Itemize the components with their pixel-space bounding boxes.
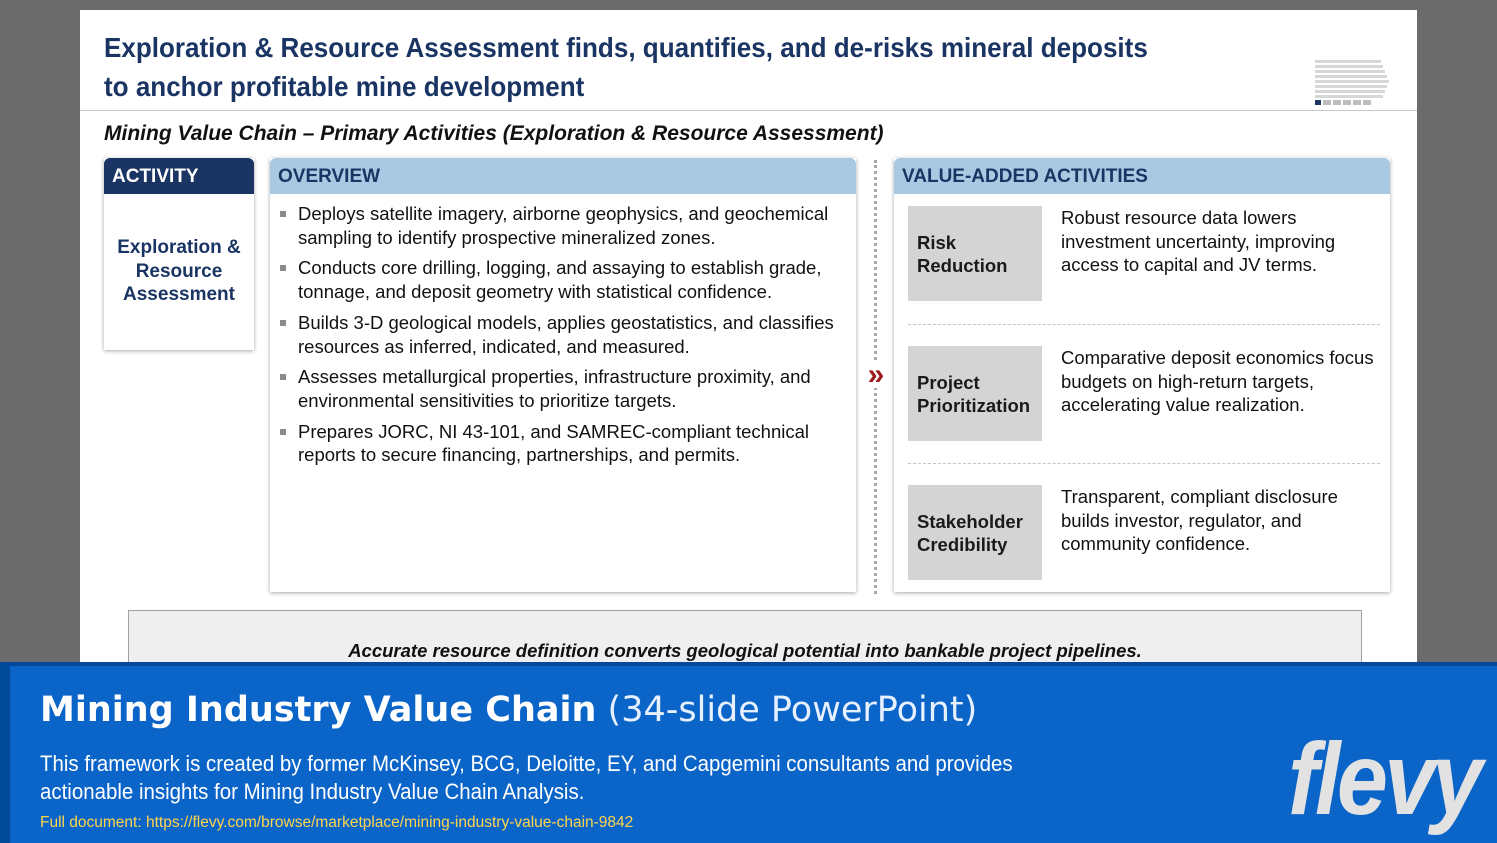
slide-title (104, 28, 1183, 106)
title-divider (80, 110, 1417, 111)
footer-document-link[interactable]: Full document: https://flevy.com/browse/marketplace/mining-industry-value-chain-9842 (40, 814, 634, 831)
footer-banner (0, 662, 1497, 843)
square-bullet-icon (280, 265, 286, 271)
value-item-label (908, 206, 1042, 301)
section-subtitle: Mining Value Chain – Primary Activities (Exploration & Resource Assessment) (104, 122, 884, 145)
value-item-label (908, 485, 1042, 580)
overview-header: OVERVIEW (270, 158, 856, 194)
deck-thumbnail-icon (1313, 58, 1393, 106)
value-item-separator (908, 324, 1380, 325)
value-item-project-prioritization (908, 346, 1380, 441)
value-item-label-line-1: Risk (917, 231, 957, 253)
overview-bullet-text: Conducts core drilling, logging, and assaying to establish grade, tonnage, and deposit geometry with statistical confidence. (298, 257, 822, 303)
overview-bullet (280, 365, 848, 412)
value-added-card (894, 158, 1390, 592)
value-item-risk-reduction (908, 206, 1380, 301)
square-bullet-icon (280, 374, 286, 380)
overview-bullet-text: Prepares JORC, NI 43-101, and SAMREC-compliant technical reports to secure financing, partnerships, and permits. (298, 420, 810, 466)
activity-name-line-1: Exploration & (117, 237, 241, 258)
double-chevron-right-icon: » (863, 362, 889, 388)
value-item-label-line-2: Prioritization (917, 394, 1031, 416)
value-item-description: Comparative deposit economics focus budgets on high-return targets, accelerating value realization. (1061, 347, 1374, 415)
overview-bullet-text: Deploys satellite imagery, airborne geophysics, and geochemical sampling to identify prospective mineralized zones. (298, 203, 829, 248)
value-item-stakeholder-credibility (908, 485, 1380, 580)
activity-header: ACTIVITY (104, 158, 254, 194)
value-item-description: Transparent, compliant disclosure builds investor, regulator, and community confidence. (1061, 486, 1338, 554)
square-bullet-icon (280, 429, 286, 435)
overview-bullet (280, 256, 848, 303)
value-added-header: VALUE-ADDED ACTIVITIES (894, 158, 1390, 194)
overview-bullet-text: Assesses metallurgical properties, infrastructure proximity, and environmental sensitivities to prioritize targets. (298, 366, 811, 411)
value-item-separator (908, 463, 1380, 464)
activity-card (104, 158, 254, 350)
value-item-label (908, 346, 1042, 441)
overview-bullet (280, 202, 848, 249)
overview-bullet-text: Builds 3-D geological models, applies geostatistics, and classifies resources as inferred, indicated, and measured. (298, 311, 834, 357)
square-bullet-icon (280, 211, 286, 217)
slide-title-line-2: to anchor profitable mine development (104, 71, 585, 102)
footer-title (40, 690, 977, 730)
overview-bullet (280, 420, 848, 467)
value-item-description: Robust resource data lowers investment uncertainty, improving access to capital and JV terms. (1061, 207, 1336, 275)
value-item-label-line-2: Reduction (917, 254, 1008, 276)
footer-description: This framework is created by former McKinsey, BCG, Deloitte, EY, and Capgemini consultants and provides actionable insights for Mining Industry Value Chain Analysis. (40, 751, 1013, 804)
slide (80, 10, 1417, 670)
activity-name (104, 194, 254, 307)
activity-name-line-3: Assessment (123, 284, 235, 305)
value-item-label-line-2: Credibility (917, 533, 1008, 555)
footer-title-main: Mining Industry Value Chain (40, 690, 597, 730)
footer-title-detail: (34-slide PowerPoint) (607, 690, 978, 730)
overview-list (270, 194, 856, 467)
flevy-logo[interactable]: flevy (1288, 722, 1480, 836)
value-item-label-line-1: Project (917, 371, 980, 393)
overview-card (270, 158, 856, 592)
overview-bullet (280, 311, 848, 358)
square-bullet-icon (280, 320, 286, 326)
activity-name-line-2: Resource (135, 260, 223, 282)
slide-title-line-1: Exploration & Resource Assessment finds, quantifies, and de-risks mineral deposits (104, 32, 1148, 63)
value-item-label-line-1: Stakeholder (917, 510, 1023, 532)
key-takeaway: Accurate resource definition converts geological potential into bankable project pipelines. (128, 610, 1362, 690)
